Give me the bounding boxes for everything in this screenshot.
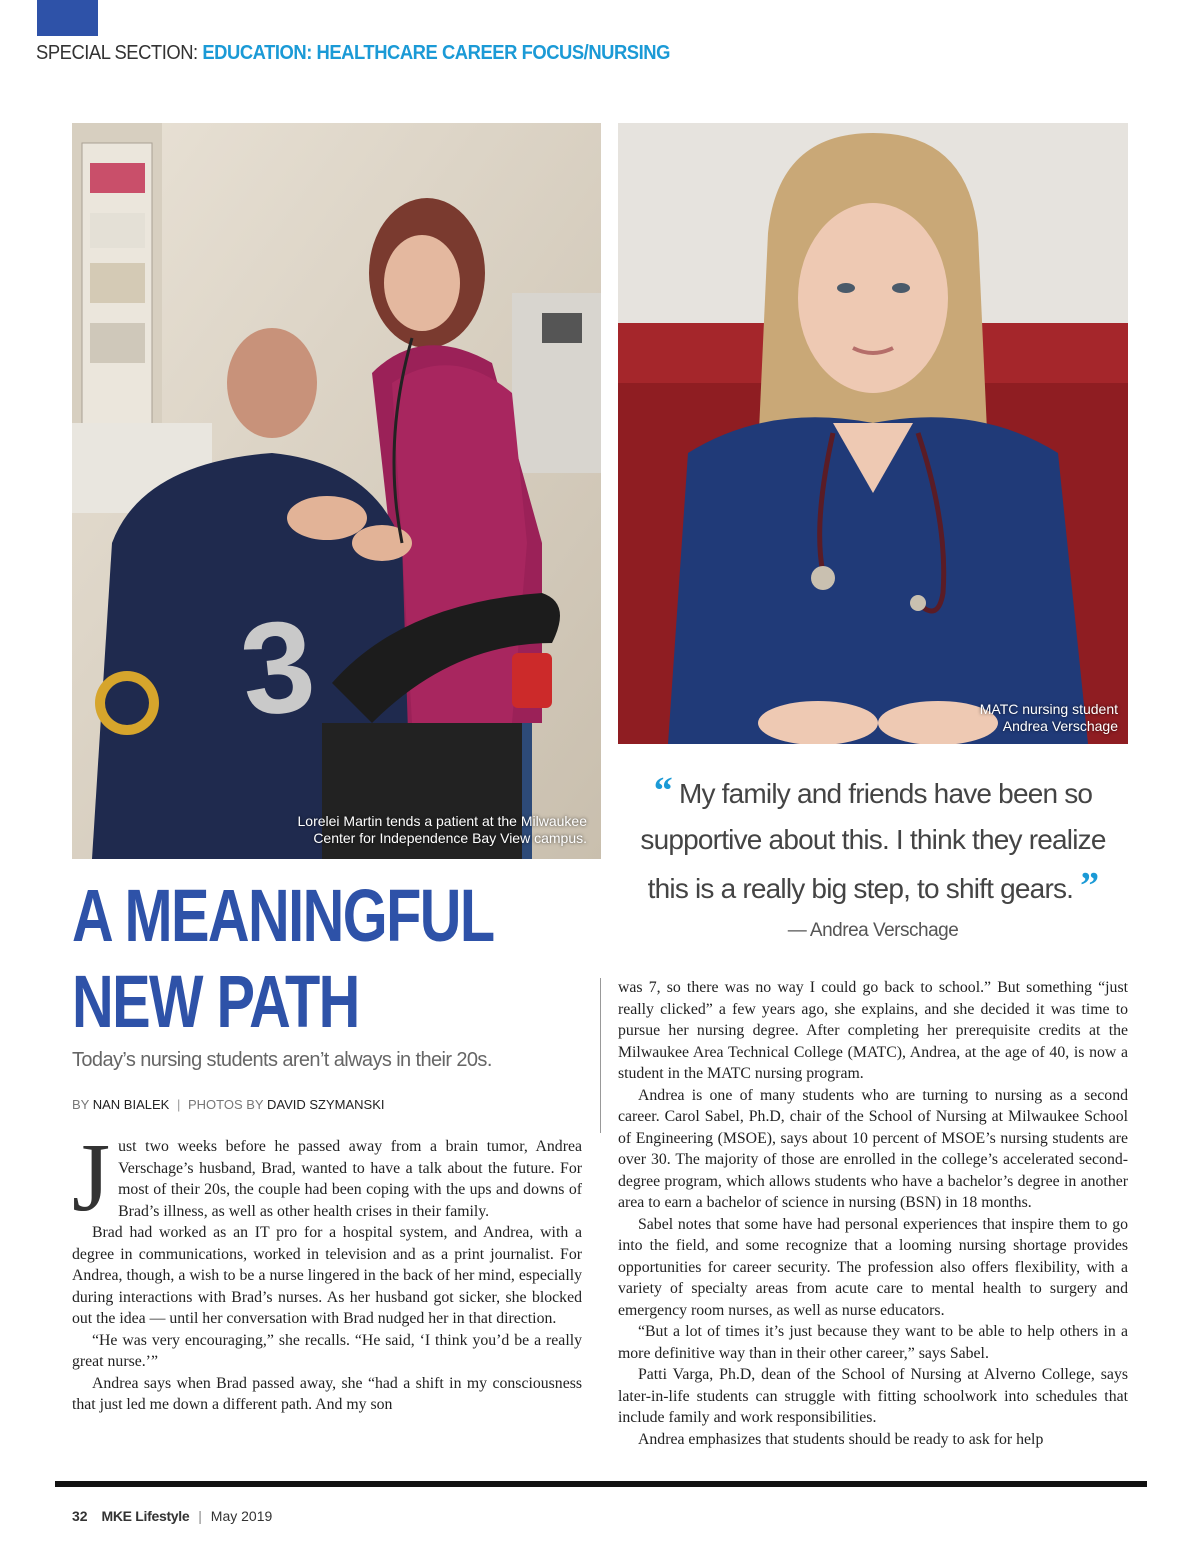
headline-line1: A MEANINGFUL xyxy=(72,874,494,957)
page-number: 32 xyxy=(72,1508,88,1524)
paragraph: Patti Varga, Ph.D, dean of the School of Nursing at Alverno College, says later-in-life students can struggle with fitting schoolwork into schedules that include family and work responsibilities. xyxy=(618,1366,1128,1426)
dek: Today’s nursing students aren’t always in their 20s. xyxy=(72,1049,492,1071)
author-name: NAN BIALEK xyxy=(92,1097,170,1112)
paragraph: Brad had worked as an IT pro for a hospital system, and Andrea, with a degree in communications, worked in television and as a print journalist. For Andrea, though, a wish to be a nurse lingered in the back of her mind, especially during interactions with Brad’s nurses. As her husband got sicker, she blocked out the idea — until her conversation with Brad nudged her in that direction. xyxy=(72,1224,582,1327)
paragraph: Andrea says when Brad passed away, she “had a shift in my consciousness that just led me down a different path. And my son xyxy=(72,1374,582,1413)
body-column-left xyxy=(72,1124,582,1416)
drop-cap: J xyxy=(72,1124,111,1232)
paragraph: Andrea emphasizes that students should be ready to ask for help xyxy=(638,1430,1044,1448)
section-topic: EDUCATION: HEALTHCARE CAREER FOCUS/NURSING xyxy=(202,42,670,64)
photos-label: PHOTOS BY xyxy=(187,1097,264,1112)
publication-name: MKE Lifestyle xyxy=(101,1508,190,1524)
headline-line2: NEW PATH xyxy=(72,960,359,1043)
left-photo-caption xyxy=(298,813,588,847)
page-footer xyxy=(72,1508,272,1524)
photographer-name: DAVID SZYMANSKI xyxy=(266,1097,385,1112)
pull-quote-line3: this is a really big step, to shift gears. xyxy=(647,873,1074,904)
pull-quote-line1: My family and friends have been so xyxy=(678,778,1093,809)
paragraph: Sabel notes that some have had personal experiences that inspire them to go into the field, and some recognize that a looming nursing shortage provides opportunities for career security. The profession also offers flexibility, with a variety of specialty areas from acute care to mental health to surgery and emergency room nurses, as well as nurse educators. xyxy=(618,1215,1128,1319)
footer-separator: | xyxy=(198,1508,202,1524)
footer-rule xyxy=(55,1481,1147,1487)
right-caption-line2: Andrea Verschage xyxy=(1002,718,1118,734)
paragraph: “He was very encouraging,” she recalls. “He said, ‘I think you’d be a really great nurse.’” xyxy=(72,1331,582,1370)
section-label xyxy=(36,40,670,66)
paragraph: “But a lot of times it’s just because they want to be able to help others in a more definitive way than in their other career,” says Sabel. xyxy=(618,1323,1128,1362)
column-divider xyxy=(600,978,601,1133)
left-caption-line1: Lorelei Martin tends a patient at the Milwaukee xyxy=(297,813,587,829)
section-prefix: SPECIAL SECTION: xyxy=(36,42,198,64)
paragraph: was 7, so there was no way I could go back to school.” But something “just really clicked” a few years ago, she explains, and she decided it was time to pursue her nursing degree. After completing her prerequisite credits at the Milwaukee Area Technical College (MATC), Andrea, at the age of 40, is now a student in the MATC nursing program. xyxy=(618,979,1128,1082)
svg-text:3: 3 xyxy=(234,591,322,744)
student-portrait-photo xyxy=(618,123,1128,744)
paragraph-text: ust two weeks before he passed away from a brain tumor, Andrea Verschage’s husband, Brad, wanted to have a talk about the future. For most of their 20s, the couple had been coping with the ups and downs of Brad’s illness, as well as other health crises in their family. xyxy=(118,1138,582,1220)
left-caption-line2: Center for Independence Bay View campus. xyxy=(313,830,587,846)
headline xyxy=(72,873,494,1045)
paragraph xyxy=(72,1124,582,1232)
open-quote-mark: “ xyxy=(653,770,672,812)
body-column-right xyxy=(618,977,1128,1450)
issue-date: May 2019 xyxy=(210,1508,273,1524)
byline-separator: | xyxy=(176,1097,181,1112)
by-label: BY xyxy=(72,1097,90,1112)
close-quote-mark: ” xyxy=(1080,865,1099,907)
right-caption-line1: MATC nursing student xyxy=(979,701,1118,717)
pull-quote-attribution: — Andrea Verschage xyxy=(787,920,959,941)
right-photo-caption xyxy=(980,701,1118,735)
pull-quote-line2: supportive about this. I think they realize xyxy=(640,824,1106,855)
corner-tab xyxy=(37,0,98,36)
nurse-patient-photo xyxy=(72,123,601,859)
pull-quote xyxy=(618,768,1128,912)
byline xyxy=(72,1097,385,1112)
paragraph: Andrea is one of many students who are turning to nursing as a second career. Carol Sabel, Ph.D, chair of the School of Nursing at Milwaukee School of Engineering (MSOE), says about 10 percent of MSOE’s nursing students are over 30. The majority of those are enrolled in the college’s accelerated second-degree program, which allows students who have a bachelor’s degree in another area to earn a bachelor of science in nursing (BSN) in 18 months. xyxy=(618,1086,1128,1211)
